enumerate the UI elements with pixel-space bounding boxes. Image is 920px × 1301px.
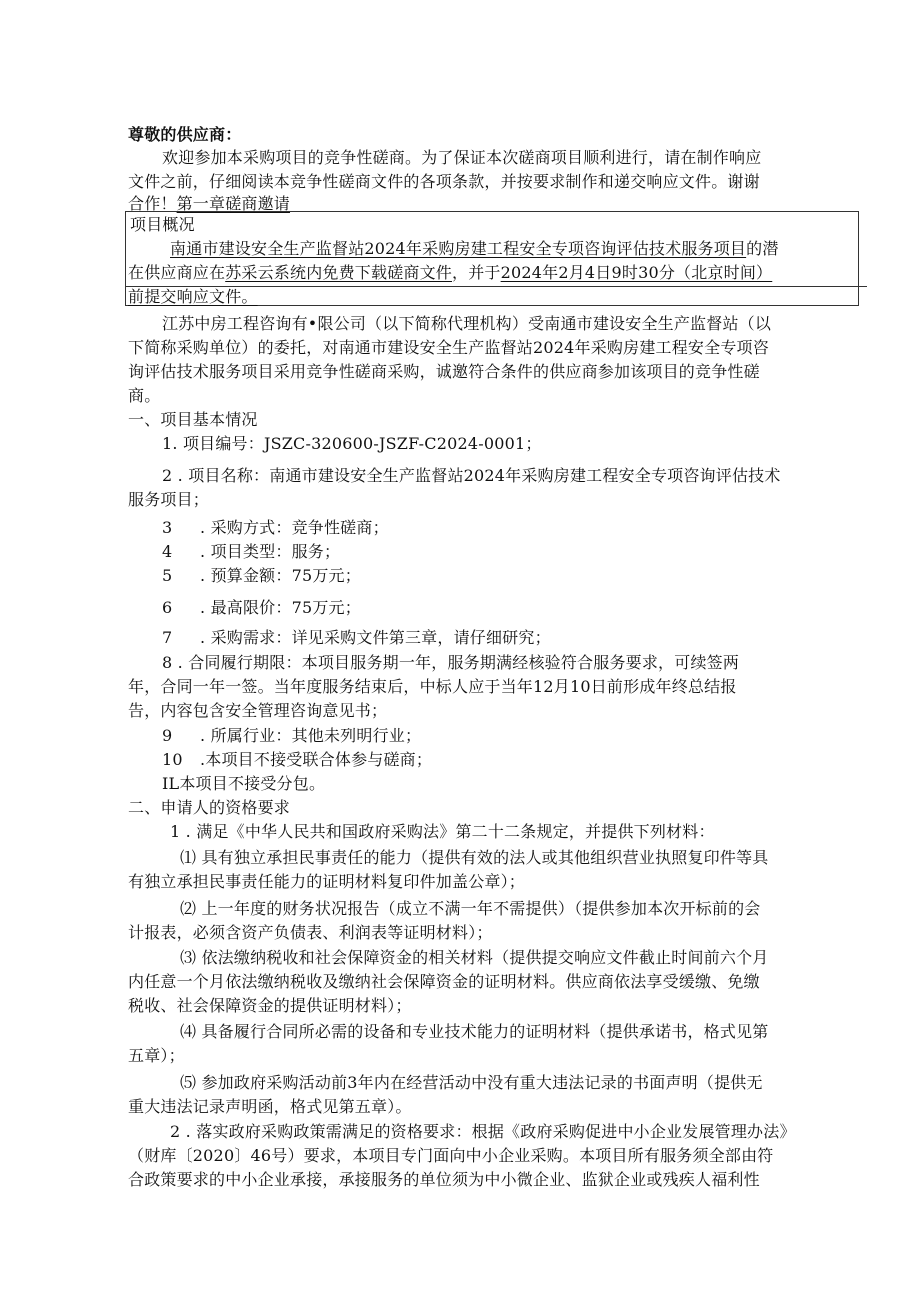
overview-line-3: 前提交响应文件。: [128, 287, 258, 306]
item-8-line-1: 8 . 合同履行期限：本项目服务期一年，服务期满经核验符合服务要求，可续签两: [162, 653, 740, 672]
sub-3-line-1: ⑶ 依法缴纳税收和社会保障资金的相关材料（提供提交响应文件截止时间前六个月: [180, 948, 769, 967]
sub-3-line-2: 内任意一个月依法缴纳税收及缴纳社会保障资金的证明材料。供应商依法享受缓缴、免缴: [128, 972, 760, 991]
sub-1-line-2: 有独立承担民事责任能力的证明材料复印件加盖公章）；: [128, 872, 526, 891]
greeting: 尊敬的供应商：: [128, 125, 242, 144]
item-5-number: 5: [162, 566, 173, 585]
intro-thanks: 合作！: [128, 194, 177, 213]
item-3-number: 3: [162, 518, 173, 537]
item-5: . 预算金额：75万元；: [200, 566, 361, 585]
item-7: . 采购需求：详见采购文件第三章，请仔细研究；: [200, 628, 551, 647]
requirement-1: 1 . 满足《中华人民共和国政府采购法》第二十二条规定，并提供下列材料：: [170, 822, 715, 841]
item-3: . 采购方式：竞争性磋商；: [200, 518, 389, 537]
download-location: 苏采云系统内免费下载磋商文件: [225, 263, 453, 282]
sub-2-line-1: ⑵ 上一年度的财务状况报告（成立不满一年不需提供）（提供参加本次开标前的会: [180, 899, 761, 918]
item-10: .本项目不接受联合体参与磋商；: [200, 750, 433, 769]
requirement-2-line-2: （财库〔2020〕46号）要求，本项目专门面向中小企业采购。本项目所有服务须全部由符: [128, 1146, 774, 1165]
chapter-heading: 第一章磋商邀请: [176, 194, 291, 213]
intro-line-1: 欢迎参加本采购项目的竞争性磋商。为了保证本次磋商项目顺利进行，请在制作响应: [162, 148, 762, 167]
section-2-heading: 二、申请人的资格要求: [128, 798, 291, 817]
body-intro-line-3: 询评估技术服务项目采用竞争性磋商采购，诚邀符合条件的供应商参加该项目的竞争性磋: [128, 362, 760, 381]
body-intro-line-4: 商。: [128, 386, 161, 405]
requirement-2-line-3: 合政策要求的中小企业承接，承接服务的单位须为中小微企业、监狱企业或残疾人福利性: [128, 1170, 760, 1189]
intro-line-2: 文件之前，仔细阅读本竞争性磋商文件的各项条款，并按要求制作和递交响应文件。谢谢: [128, 172, 760, 191]
deadline: 2024年2月4日9时30分（北京时间）: [500, 263, 773, 282]
item-8-line-2: 年，合同一年一签。当年度服务结束后，中标人应于当年12月10日前形成年终总结报: [128, 677, 737, 696]
sub-4-line-1: ⑷ 具备履行合同所必需的设备和专业技术能力的证明材料（提供承诺书，格式见第: [180, 1022, 769, 1041]
item-10-number: 10: [162, 750, 183, 769]
section-1-heading: 一、项目基本情况: [128, 410, 258, 429]
item-2-line-2: 服务项目；: [128, 490, 210, 509]
requirement-2-line-1: 2 . 落实政府采购政策需满足的资格要求：根据《政府采购促进中小企业发展管理办法》: [170, 1122, 796, 1141]
overview-line-1: 南通市建设安全生产监督站2024年采购房建工程安全专项咨询评估技术服务项目的潜: [170, 239, 779, 258]
item-4: . 项目类型：服务；: [200, 542, 341, 561]
item-2-line-1: 2 . 项目名称：南通市建设安全生产监督站2024年采购房建工程安全专项咨询评估技术: [162, 466, 781, 485]
item-6-number: 6: [162, 598, 173, 617]
item-8-line-3: 告，内容包含安全管理咨询意见书；: [128, 701, 388, 720]
sub-4-line-2: 五章）；: [128, 1046, 185, 1065]
sub-5-line-2: 重大违法记录声明函，格式见第五章）。: [128, 1097, 412, 1116]
project-name: 南通市建设安全生产监督站2024年采购房建工程安全专项咨询评估技术服务项目: [170, 239, 747, 258]
item-1: 1. 项目编号：JSZC-320600-JSZF-C2024-0001；: [162, 434, 542, 453]
item-11: IL本项目不接受分包。: [162, 774, 326, 793]
item-7-number: 7: [162, 628, 173, 647]
overview-title: 项目概况: [130, 215, 195, 234]
sub-2-line-2: 计报表，必须含资产负债表、利润表等证明材料）；: [128, 923, 493, 942]
body-intro-line-2: 下简称采购单位）的委托，对南通市建设安全生产监督站2024年采购房建工程安全专项咨: [128, 338, 769, 357]
overview-line-2: 在供应商应在苏采云系统内免费下载磋商文件，并于2024年2月4日9时30分（北京时间）: [128, 263, 773, 282]
body-intro-line-1: 江苏中房工程咨询有•限公司（以下简称代理机构）受南通市建设安全生产监督站（以: [162, 314, 772, 333]
sub-5-line-1: ⑸ 参加政府采购活动前3年内在经营活动中没有重大违法记录的书面声明（提供无: [180, 1073, 763, 1092]
item-4-number: 4: [162, 542, 173, 561]
item-9-number: 9: [162, 726, 173, 745]
item-9: . 所属行业：其他未列明行业；: [200, 726, 422, 745]
sub-3-line-3: 税收、社会保障资金的提供证明材料）；: [128, 996, 412, 1015]
item-6: . 最高限价：75万元；: [200, 598, 361, 617]
sub-1-line-1: ⑴ 具有独立承担民事责任的能力（提供有效的法人或其他组织营业执照复印件等具: [180, 848, 769, 867]
